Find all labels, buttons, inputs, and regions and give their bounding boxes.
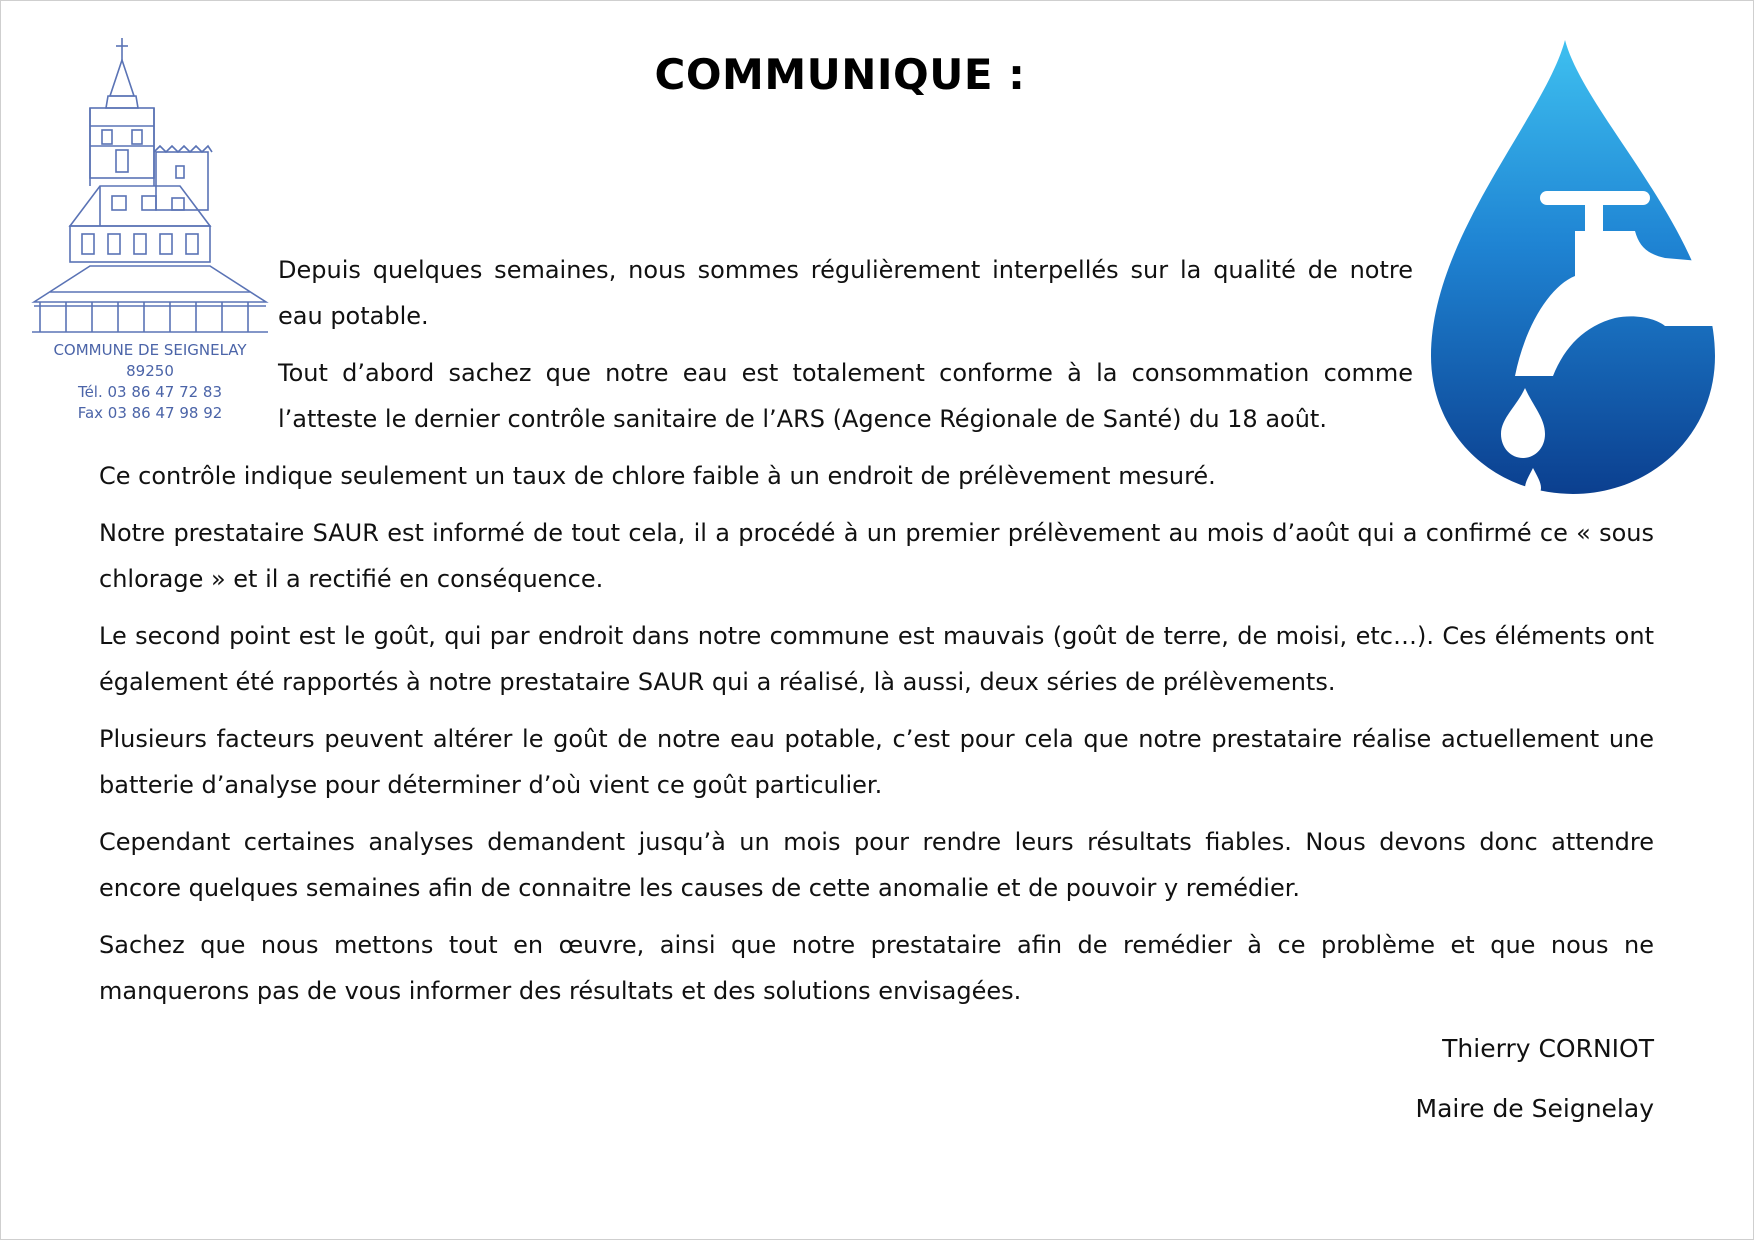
paragraph-chlorine: Ce contrôle indique seulement un taux de chlore faible à un endroit de prélèvement mesuré.: [99, 462, 1216, 490]
paragraph-analyses: Cependant certaines analyses demandent jusqu’à un mois pour rendre leurs résultats fiables. Nous devons donc attendre encore quelques semaines afin de connaitre les causes de cette anomalie et de pouvoir y remédier.: [99, 828, 1654, 902]
signature-name: Thierry CORNIOT: [1442, 1034, 1654, 1063]
town-hall-drawing-icon: [30, 36, 270, 336]
paragraph-taste: Le second point est le goût, qui par endroit dans notre commune est mauvais (goût de terre, de moisi, etc…). Ces éléments ont également été rapportés à notre prestataire SAUR qui a réalisé, là aussi, deux séries de prélèvements.: [99, 622, 1654, 696]
paragraph-conformity: Tout d’abord sachez que notre eau est totalement conforme à la consommation comme l’atteste le dernier contrôle sanitaire de l’ARS (Agence Régionale de Santé) du 18 août.: [278, 359, 1413, 433]
water-drop-tap-icon: [1425, 36, 1725, 496]
commune-logo: [30, 36, 270, 436]
paragraph-closing: Sachez que nous mettons tout en œuvre, ainsi que notre prestataire afin de remédier à ce problème et que nous ne manquerons pas de vous informer des résultats et des solutions envisagées.: [99, 931, 1654, 1005]
paragraph-saur: Notre prestataire SAUR est informé de tout cela, il a procédé à un premier prélèvement au mois d’août qui a confirmé ce « sous chlorage » et il a rectifié en conséquence.: [99, 519, 1654, 593]
paragraph-factors: Plusieurs facteurs peuvent altérer le goût de notre eau potable, c’est pour cela que notre prestataire réalise actuellement une batterie d’analyse pour déterminer d’où vient ce goût particulier.: [99, 725, 1654, 799]
paragraph-intro: Depuis quelques semaines, nous sommes régulièrement interpellés sur la qualité de notre eau potable.: [278, 256, 1413, 330]
logo-postcode: 89250: [126, 362, 174, 380]
logo-fax: Fax 03 86 47 98 92: [77, 404, 223, 422]
page-title: COMMUNIQUE :: [654, 50, 1026, 99]
signature-role: Maire de Seignelay: [1415, 1094, 1654, 1123]
logo-phone: Tél. 03 86 47 72 83: [77, 383, 223, 401]
logo-commune-name: COMMUNE DE SEIGNELAY: [53, 341, 247, 359]
